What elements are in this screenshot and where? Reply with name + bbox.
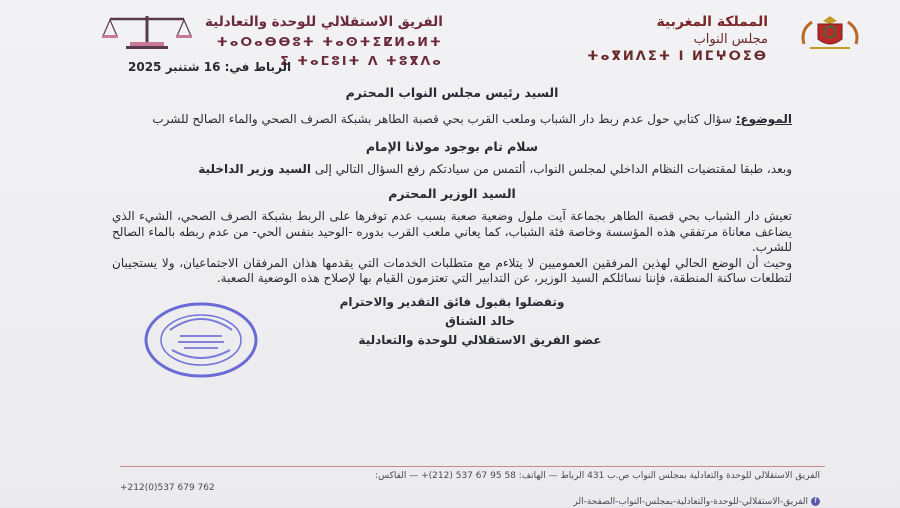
group-name-tifinagh-2: ⵉ ⵜⴰⵎⵓⵏⵜ ⴷ ⵜⵓⴳⴷⴰ [280,53,443,68]
subject-label: الموضوع: [735,112,792,126]
intro-text: وبعد، طبقا لمقتضيات النظام الداخلي لمجلس النواب، ألتمس من سيادتكم رفع السؤال التالي إلى [311,161,792,176]
subject [112,112,792,128]
closing-formula: وتفضلوا بقبول فائق التقدير والاحترام [339,294,565,309]
footer-fax: +212(0)537 679 762 [120,483,215,493]
facebook-icon: f [811,497,820,506]
footer-divider [120,466,825,467]
kingdom-name-tifinagh: ⵜⴰⴳⵍⴷⵉⵜ ⵏ ⵍⵎⵖⵔⵉⴱ [587,49,768,64]
minister-salutation: السيد الوزير المحترم [388,186,516,201]
subject-text: سؤال كتابي حول عدم ربط دار الشباب وملعب القرب بحي قصبة الطاهر بشبكة الصرف الصحي والماء الصالح للشرب [152,112,736,126]
letter-date: الرباط في: 16 شتنبر 2025 [128,60,292,74]
intro-minister: السيد وزير الداخلية [198,161,312,176]
letter-footer [120,470,820,508]
official-stamp-icon [142,300,260,380]
footer-facebook-page: الفريق-الاستقلالي-للوحدة-والتعادلية-بمجلس-النواب-الصفحة-الر [573,497,808,507]
group-name-tifinagh-1: ⵜⴰⵔⴰⴱⴱⵓⵜ ⵜⴰⵙⵜⵉⵇⵍⴰⵍⵜ [216,34,443,49]
moroccan-coat-of-arms-icon [790,12,870,52]
parliament-name: مجلس النواب [693,32,768,47]
footer-social [120,496,820,508]
footer-address: الفريق الاستقلالي للوحدة والتعادلية بمجلس النواب ص.ب 431 الرباط — الهاتف: 58 95 67 537 (212)+ — الفاكس: [375,471,820,481]
kingdom-name: المملكة المغربية [656,14,768,30]
signer-name: خالد الشناق [445,313,515,328]
greeting: سلام تام بوجود مولانا الإمام [365,138,539,154]
scales-of-justice-logo-icon [100,12,195,50]
intro-paragraph [112,162,792,178]
signer-role: عضو الفريق الاستقلالي للوحدة والتعادلية [358,332,602,347]
group-name: الفريق الاستقلالي للوحدة والتعادلية [205,14,443,30]
body-paragraph-2: وحيث أن الوضع الحالي لهذين المرفقين العموميين لا يتلاءم مع متطلبات الخدمات التي يقدمها هذان المرفقان الاجتماعيان، ولا يستجيبان لتطلعات ساكنة المنطقة، فإننا نسائلكم السيد الوزير، عن التدابير التي تعتزمون القيام بها لإصلاح هذه الوضعية الصعبة. [112,255,792,285]
addressee: السيد رئيس مجلس النواب المحترم [345,85,559,100]
kingdom-header [587,14,768,64]
body-paragraph-1: تعيش دار الشباب بحي قصبة الطاهر بجماعة آيت ملول وضعية صعبة بسبب عدم توفرها على الربط بشبكة الصرف الصحي، الشيء الذي يضاعف معاناة مرتفقي هذه المؤسسة وخاصة فئة الشباب، كما يعاني ملعب القرب بدوره -الوحيد بنفس الحي- من عدم ربطه بالماء الصالح للشرب. [112,209,792,254]
